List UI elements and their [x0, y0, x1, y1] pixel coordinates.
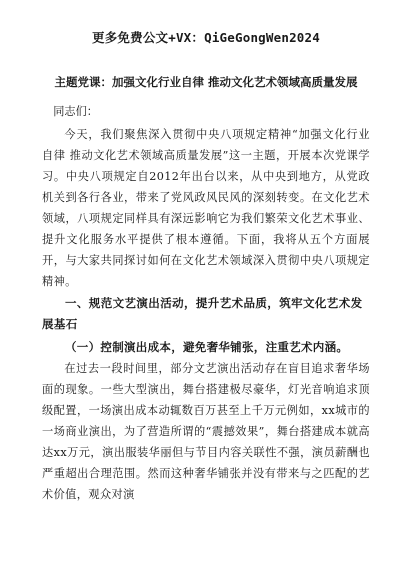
- salutation: 同志们：: [53, 105, 98, 118]
- intro-paragraph: 今天，我们聚焦深入贯彻中央八项规定精神“加强文化行业自律 推动文化艺术领域高质量发展”这一主题，开展本次党课学习。中央八项规定自2012年出台以来，从中央到地方，从党政机关到各行各业，带来了党风政风民风的深刻转变。在文化艺术领域，八项规定同样具有深远影响它为我们繁荣文化艺术事业、提升文化服务水平提供了根本遵循。下面，我将从五个方面展开，与大家共同探讨如何在文化艺术领域深入贯彻中央八项规定精神。: [42, 128, 370, 288]
- body-paragraph: 在过去一段时间里，部分文艺演出活动存在盲目追求奢华场面的现象。一些大型演出，舞台搭建极尽豪华，灯光音响追求顶级配置，一场演出成本动辄数百万甚至上千万元例如，xx城市的一场商业演出，为了营造所谓的“震撼效果”，舞台搭建成本就高达xx万元，演出服装华丽但与节目内容关联性不强，演员薪酬也严重超出合理范围。然而这种奢华铺张并没有带来与之匹配的艺术价值，观众对演: [42, 362, 370, 501]
- watermark-header: 更多免费公文+VX：QiGeGongWen2024: [92, 30, 320, 45]
- section-heading: 一、规范文艺演出活动，提升艺术品质，筑牢文化艺术发展基石: [42, 296, 363, 331]
- document-title: 主题党课：加强文化行业自律 推动文化艺术领域高质量发展: [54, 75, 358, 89]
- subsection-heading: （一）控制演出成本，避免奢华铺张，注重艺术内涵。: [65, 340, 349, 354]
